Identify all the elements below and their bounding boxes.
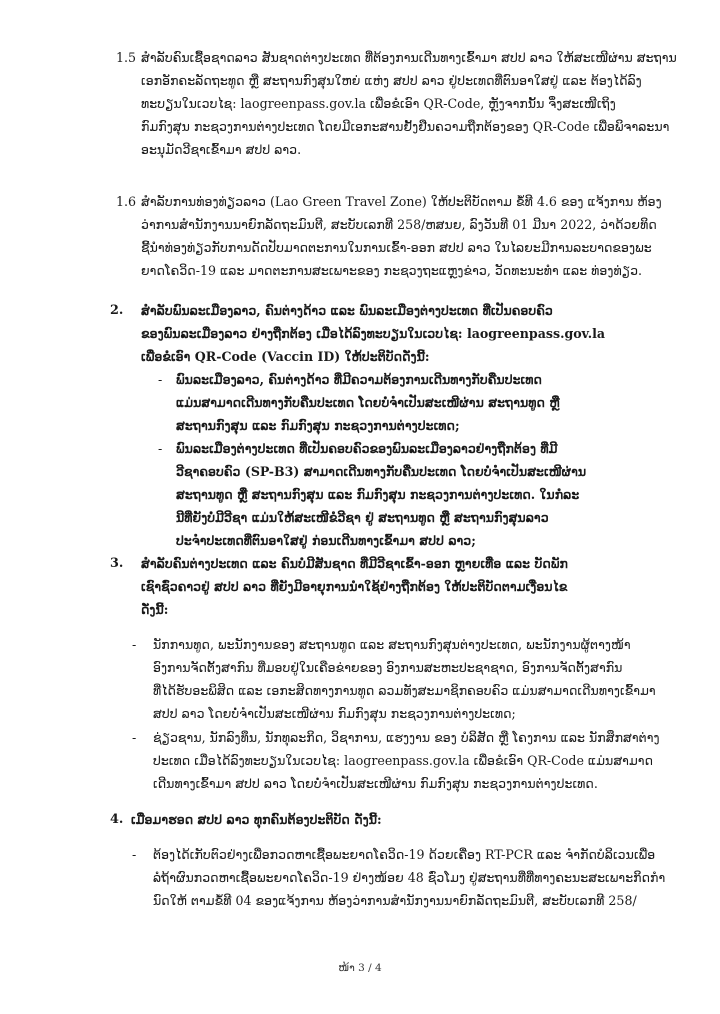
paragraph-line: ອົງການຈັດຕັ້ງສາກົນ ທີ່ມອບຢູ່ໃນເຄືອຂ່າຍຂອງ ອົງການສະຫະປະຊາຊາດ, ອົງການຈັດຕັ້ງສາກົນ [153, 660, 623, 675]
paragraph-line: ອະນຸມັດວີຊາເຂົ້າມາ ສປປ ລາວ. [141, 142, 302, 157]
paragraph-line: ປະເທດ ເມື່ອໄດ້ລົງທະບຽນໃນເວບໄຊ: laogreenpass.gov.la ເພື່ອຂໍເອົາ QR-Code ແມ່ນສາມາດ [153, 753, 654, 768]
section-number: 2. [110, 303, 124, 318]
page-number: ໜ້າ 3 / 4 [338, 962, 382, 974]
section-number: 1.5 [116, 50, 137, 65]
paragraph-line: ສະຖານທູດ ຫຼື ສະຖານກົງສຸນ ແລະ ກົມກົງສຸນ ກະຊວງການຕ່າງປະເທດ. ໃນກໍລະ [176, 487, 580, 502]
paragraph-line: ແມ່ນສາມາດເດີນທາງກັບຄືນປະເທດ ໂດຍບໍ່ຈຳເປັນສະເໜີຜ່ານ ສະຖານທູດ ຫຼື [176, 395, 560, 410]
bullet-dash: - [132, 637, 137, 652]
section-2-bullet-2 [176, 437, 616, 552]
section-number: 1.6 [116, 194, 137, 209]
section-1-6 [141, 190, 662, 282]
paragraph-line: ເອກອັກຄະລັດຖະທູດ ຫຼື ສະຖານກົງສຸນໃຫຍ່ ແຫ່ງ ສປປ ລາວ ຢູ່ປະເທດທີ່ຕົນອາໃສຢູ່ ແລະ ຕ້ອງໄດ້ລົງ [141, 73, 642, 88]
paragraph-line: ປະຈຳປະເທດທີ່ຕົນອາໃສຢູ່ ກ່ອນເດີນທາງເຂົ້າມາ ສປປ ລາວ; [176, 533, 476, 548]
section-1-5 [141, 46, 677, 161]
paragraph-line: ຍາດໂຄວິດ-19 ແລະ ມາດຕະການສະເພາະຂອງ ກະຊວງຖະແຫຼງຂ່າວ, ວັດທະນະທຳ ແລະ ທ່ອງທ່ຽວ. [141, 263, 643, 278]
paragraph-line: ສປປ ລາວ ໂດຍບໍ່ຈຳເປັນສະເໜີຜ່ານ ກົມກົງສຸນ ກະຊວງການຕ່າງປະເທດ; [153, 706, 516, 721]
bullet-dash: - [132, 730, 137, 745]
bullet-dash: - [158, 441, 163, 456]
paragraph-line: ພົນລະເມືອງຕ່າງປະເທດ ທີ່ເປັນຄອບຄົວຂອງພົນລະເມືອງລາວຢ່າງຖືກຕ້ອງ ທີ່ມີ [176, 441, 558, 456]
section-2-bullet-1 [176, 368, 616, 437]
paragraph-line: ຂອງພົນລະເມືອງລາວ ຢ່າງຖືກຕ້ອງ ເມື່ອໄດ້ລົງທະບຽນໃນເວບໄຊ: laogreenpass.gov.la [141, 326, 606, 341]
section-4-bullet-1 [153, 843, 666, 912]
section-number: 3. [110, 556, 124, 571]
paragraph-line: ຕ້ອງໄດ້ເກັບຕົວຢ່າງເພື່ອກວດຫາເຊື້ອພະຍາດໂຄວິດ-19 ດ້ວຍເຄື່ອງ RT-PCR ແລະ ຈຳກັດບໍລິເວນເພື່ອ [153, 847, 656, 862]
paragraph-line: ນົດໃຫ້ ຕາມຂໍ້ທີ 04 ຂອງແຈ້ງການ ຫ້ອງວ່າການສຳນັກງານນາຍົກລັດຖະມົນຕີ, ສະບັບເລກທີ 258/ [153, 893, 637, 908]
paragraph-line: ພົນລະເມືອງລາວ, ຄົນຕ່າງດ້າວ ທີ່ມີຄວາມຕ້ອງການເດີນທາງກັບຄືນປະເທດ [176, 372, 542, 387]
section-4-heading [131, 808, 601, 831]
paragraph-line: ທີ່ໄດ້ຮັບອະພິສິດ ແລະ ເອກະສິດທາງການທູດ ລວມທັງສະມາຊິກຄອບຄົວ ແມ່ນສາມາດເດີນທາງເຂົ້າມາ [153, 683, 656, 698]
section-3-bullet-2 [153, 726, 660, 795]
paragraph-line: ສະຖານກົງສຸນ ແລະ ກົມກົງສຸນ ກະຊວງການຕ່າງປະເທດ; [176, 418, 460, 433]
paragraph-line: ນັກການທູດ, ພະນັກງານຂອງ ສະຖານທູດ ແລະ ສະຖານກົງສຸນຕ່າງປະເທດ, ພະນັກງານຜູ້ຕາງໜ້າ [153, 637, 631, 652]
paragraph-line: ເດີນທາງເຂົ້າມາ ສປປ ລາວ ໂດຍບໍ່ຈຳເປັນສະເໜີຜ່ານ ກົມກົງສຸນ ກະຊວງການຕ່າງປະເທດ. [153, 776, 598, 791]
paragraph-line: ກົມກົງສຸນ ກະຊວງການຕ່າງປະເທດ ໂດຍມີເອກະສານຢັ້ງຢືນຄວາມຖືກຕ້ອງຂອງ QR-Code ເພື່ອພິຈາລະນາ [141, 119, 670, 134]
bullet-dash: - [158, 372, 163, 387]
paragraph-line: ເຊົາຊົ່ວຄາວຢູ່ ສປປ ລາວ ທີ່ຍັງມີອາຍຸການນຳໃຊ້ຢ່າງຖືກຕ້ອງ ໃຫ້ປະຕິບັດຕາມເງື່ອນໄຂ [141, 579, 568, 594]
paragraph-line: ສຳລັບພົນລະເມືອງລາວ, ຄົນຕ່າງດ້າວ ແລະ ພົນລະເມືອງຕ່າງປະເທດ ທີ່ເປັນຄອບຄົວ [141, 303, 553, 318]
paragraph-line: ວ່າການສຳນັກງານນາຍົກລັດຖະມົນຕີ, ສະບັບເລກທີ 258/ຫສນຍ, ລົງວັນທີ 01 ມີນາ 2022, ວ່າດ້ວຍທິດ [141, 217, 657, 232]
paragraph-line: ຊ່ຽວຊານ, ນັກລົງທຶນ, ນັກທຸລະກິດ, ວິຊາການ, ແຮງງານ ຂອງ ບໍລິສັດ ຫຼື ໂຄງການ ແລະ ນັກສຶກສາຕ່າງ [153, 730, 660, 745]
paragraph-line: ທະບຽນໃນເວບໄຊ: laogreenpass.gov.la ເພື່ອຂໍເອົາ QR-Code, ຫຼັງຈາກນັ້ນ ຈຶ່ງສະເໜີເຖິງ [141, 96, 616, 111]
paragraph-line: ສຳລັບຄົນເຊື້ອຊາດລາວ ສັນຊາດຕ່າງປະເທດ ທີ່ຕ້ອງການເດີນທາງເຂົ້າມາ ສປປ ລາວ ໃຫ້ສະເໜີຜ່ານ ສະຖານ [141, 50, 677, 65]
paragraph-line: ດັ່ງນີ້: [141, 602, 169, 617]
section-3-bullet-1 [153, 633, 656, 725]
paragraph-line: ຊີ້ນຳທ່ອງທ່ຽວກັບການດັດປັບມາດຕະການໃນການເຂົ້າ-ອອກ ສປປ ລາວ ໃນໄລຍະມີການລະບາດຂອງພະ [141, 240, 652, 255]
paragraph-line: ວີຊາຄອບຄົວ (SP-B3) ສາມາດເດີນທາງກັບຄືນປະເທດ ໂດຍບໍ່ຈຳເປັນສະເໜີຜ່ານ [176, 464, 587, 479]
paragraph-line: ເພື່ອຂໍເອົາ QR-Code (Vaccin ID) ໃຫ້ປະຕິບັດດັ່ງນີ້: [141, 349, 430, 364]
paragraph-line: ສຳລັບການທ່ອງທ່ຽວລາວ (Lao Green Travel Zone) ໃຫ້ປະຕິບັດຕາມ ຂໍ້ທີ 4.6 ຂອງ ແຈ້ງການ ຫ້ອງ [141, 194, 662, 209]
paragraph-line: ລໍຖ້າຜົນກວດຫາເຊື້ອພະຍາດໂຄວິດ-19 ຢ່າງໜ້ອຍ 48 ຊົ່ວໂມງ ຢູ່ສະຖານທີ່ທີ່ທາງຄະນະສະເພາະກິດກຳ [153, 870, 666, 885]
section-2-intro [141, 299, 611, 368]
paragraph-line: ເມື່ອມາຮອດ ສປປ ລາວ ທຸກຄົນຕ້ອງປະຕິບັດ ດັ່ງນີ້: [131, 812, 382, 827]
paragraph-line: ນີທີ່ຍັງບໍ່ມີວີຊາ ແມ່ນໃຫ້ສະເໜີຂໍວີຊາ ຢູ່ ສະຖານທູດ ຫຼື ສະຖານກົງສຸນລາວ [176, 510, 549, 525]
section-number: 4. [110, 812, 124, 827]
paragraph-line: ສຳລັບຄົນຕ່າງປະເທດ ແລະ ຄົນບໍ່ມີສັນຊາດ ທີ່ມີວີຊາເຂົ້າ-ອອກ ຫຼາຍເທື່ອ ແລະ ບັດພັກ [141, 556, 568, 571]
bullet-dash: - [132, 847, 137, 862]
section-3-intro [141, 552, 611, 621]
